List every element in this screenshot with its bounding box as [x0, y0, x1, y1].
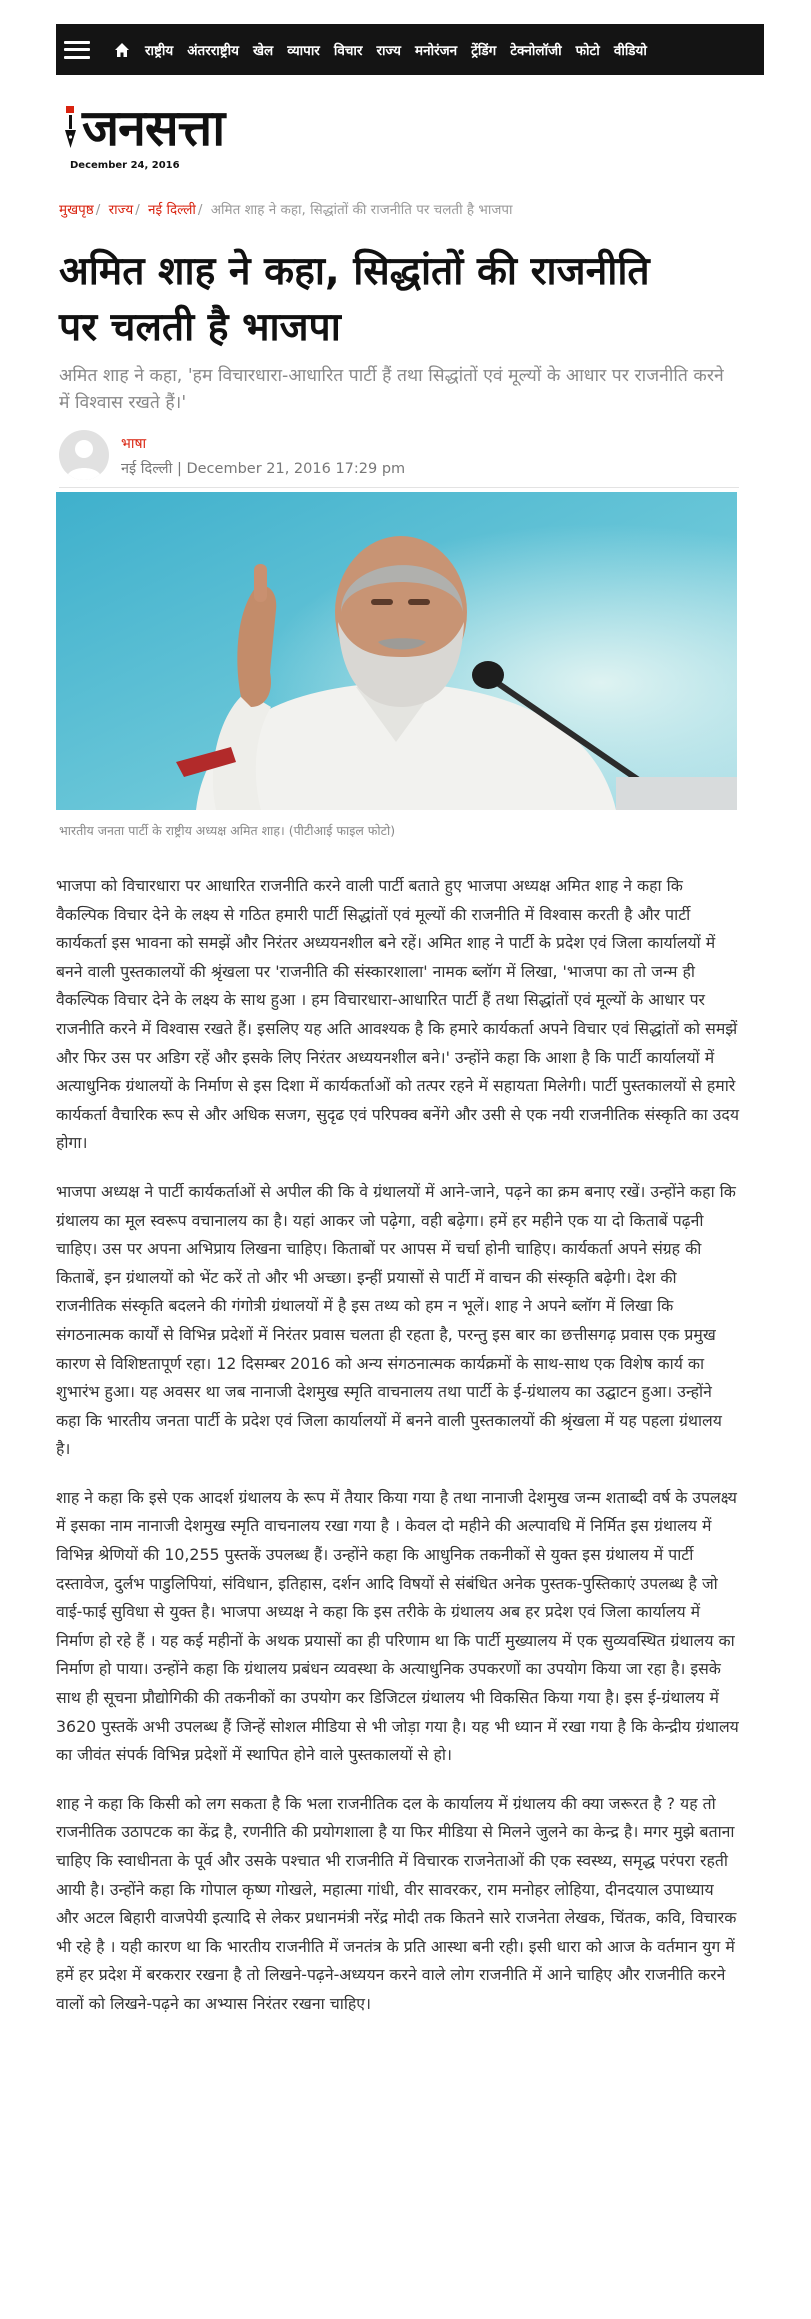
- pen-nib-icon: [62, 104, 82, 154]
- nav-menu: [138, 41, 654, 59]
- article-paragraph: भाजपा को विचारधारा पर आधारित राजनीति करने वाली पार्टी बताते हुए भाजपा अध्यक्ष अमित शाह ने कहा कि वैकल्पिक विचार देने के लक्ष्य से गठित हमारी पार्टी सिद्धांतों एवं मूल्यों की राजनीति में विश्वास करती है और पार्टी कार्यकर्ता इस भावना को समझें और निरंतर अध्ययनशील बने रहें। अमित शाह ने पार्टी के प्रदेश एवं जिला कार्यालयों में बनने वाली पुस्तकालयों की श्रृंखला पर 'राजनीति की संस्कारशाला' नामक ब्लॉग में लिखा, 'भाजपा का तो जन्म ही वैकल्पिक विचार देने के लक्ष्य के साथ हुआ । हम विचारधारा-आधारित पार्टी हैं तथा सिद्धांतों एवं मूल्यों के आधार पर राजनीति करने में विश्वास रखते हैं। इसलिए यह अति आवश्यक है कि हमारे कार्यकर्ता अपने विचार एवं सिद्धांतों को समझें और फिर उस पर अडिग रहें और इसके लिए निरंतर अध्ययनशील बने।' उन्होंने कहा कि आशा है कि पार्टी कार्यालयों में अत्याधुनिक ग्रंथालयों के निर्माण से इस दिशा में कार्यकर्ताओं को तत्पर रहने में सहायता मिलेगी। पार्टी पुस्तकालयों से हमारे कार्यकर्ता वैचारिक रूप से और अधिक सजग, सुदृढ एवं परिपक्व बनेंगे और उसी से एक नयी राजनीतिक संस्कृति का उदय होगा।: [56, 876, 739, 1153]
- breadcrumb-separator: /: [95, 202, 101, 218]
- breadcrumb-state[interactable]: राज्य: [108, 202, 134, 218]
- breadcrumb-current: अमित शाह ने कहा, सिद्धांतों की राजनीति पर चलती है भाजपा: [210, 202, 513, 218]
- nav-item-photo[interactable]: फोटो: [575, 42, 600, 59]
- article-paragraph: शाह ने कहा कि इसे एक आदर्श ग्रंथालय के रूप में तैयार किया गया है तथा नानाजी देशमुख जन्म शताब्दी वर्ष के उपलक्ष्य में इसका नाम नानाजी देशमुख स्मृति वाचनालय रखा गया है । केवल दो महीने की अल्पावधि में निर्मित इस ग्रंथालय में विभिन्न श्रेणियों की 10,255 पुस्तकें उपलब्ध हैं। उन्होंने कहा कि आधुनिक तकनीकों से युक्त इस ग्रंथालय में पार्टी दस्तावेज, दुर्लभ पाडुलिपियां, संविधान, इतिहास, दर्शन आदि विषयों से संबंधित अनेक पुस्तक-पुस्तिकाएं उपलब्ध है जो वाई-फाई सुविधा से युक्त है। भाजपा अध्यक्ष ने कहा कि इस तरीके के ग्रंथालय अब हर प्रदेश एवं जिला कार्यालय में निर्माण हो रहे हैं । यह कई महीनों के अथक प्रयासों का ही परिणाम था कि पार्टी मुख्यालय में एक सुव्यवस्थित ग्रंथालय का निर्माण हो पाया। उन्होंने कहा कि ग्रंथालय प्रबंधन व्यवस्था के अत्याधुनिक उपकरणों का उपयोग किया जा रहा है। इसके साथ ही सूचना प्रौद्योगिकी की तकनीकों का उपयोग कर डिजिटल ग्रंथालय भी विकसित किया गया है। इस ई-ग्रंथालय में 3620 पुस्तकें अभी उपलब्ध हैं जिन्हें सोशल मीडिया से भी जोड़ा गया है। यह भी ध्यान में रखा गया है कि केन्द्रीय ग्रंथालय का जीवंत संपर्क विभिन्न प्रदेशों में स्थापित होने वाले पुस्तकालयों से हो।: [56, 1487, 739, 1765]
- author-block: [59, 430, 739, 490]
- breadcrumb-separator: /: [135, 202, 140, 218]
- hamburger-line: [64, 41, 90, 44]
- divider: [59, 487, 739, 488]
- hero-image: [56, 492, 737, 810]
- nav-item-video[interactable]: वीडियो: [613, 42, 647, 59]
- article-paragraph: भाजपा अध्यक्ष ने पार्टी कार्यकर्ताओं से अपील की कि वे ग्रंथालयों में आने-जाने, पढ़ने का क्रम बनाए रखें। उन्होंने कहा कि ग्रंथालय का मूल स्वरूप वचानालय का है। यहां आकर जो पढ़ेगा, वही बढ़ेगा। हमें हर महीने एक या दो किताबें पढ़नी चाहिए। उस पर अपना अभिप्राय लिखना चाहिए। किताबों पर आपस में चर्चा होनी चाहिए। कार्यकर्ता अपने संग्रह की किताबें, इन ग्रंथालयों को भेंट करें तो और भी अच्छा। इन्हीं प्रयासों से पार्टी में वाचन की संस्कृति बढ़ेगी। देश की राजनीतिक संस्कृति बदलने की गंगोत्री ग्रंथालयों में है इस तथ्य को हम न भूलें। शाह ने अपने ब्लॉग में लिखा कि संगठनात्मक कार्यों से विभिन्न प्रदेशों में निरंतर प्रवास चलता ही रहता है, परन्तु इस बार का छत्तीसगढ़ प्रवास एक प्रमुख कारण से विशिष्टतापूर्ण रहा। 12 दिसम्बर 2016 को अन्य संगठनात्मक कार्यक्रमों के साथ-साथ एक विशेष कार्य का शुभारंभ हुआ। यह अवसर था जब नानाजी देशमुख स्मृति वाचनालय तथा पार्टी के ई-ग्रंथालय का उद्घाटन हुआ। उन्होंने कहा कि भारतीय जनता पार्टी के प्रदेश एवं जिला कार्यालयों में बनने वाली पुस्तकालयों की श्रृंखला में यह पहला ग्रंथालय है।: [56, 1181, 736, 1459]
- logo-text: जनसत्ता: [82, 98, 225, 157]
- breadcrumb-separator: /: [197, 202, 203, 218]
- nav-item-business[interactable]: व्यापार: [287, 42, 320, 59]
- nav-item-entertainment[interactable]: मनोरंजन: [415, 42, 458, 59]
- image-caption: भारतीय जनता पार्टी के राष्ट्रीय अध्यक्ष अमित शाह। (पीटीआई फाइल फोटो): [59, 823, 396, 838]
- nav-item-opinion[interactable]: विचार: [333, 42, 363, 59]
- top-navbar: [56, 24, 764, 75]
- article-subhead: अमित शाह ने कहा, 'हम विचारधारा-आधारित पार्टी हैं तथा सिद्धांतों एवं मूल्यों के आधार पर राजनीति करने में विश्वास रखते हैं।': [59, 366, 724, 413]
- user-avatar-icon: [59, 430, 109, 480]
- hamburger-line: [64, 56, 90, 59]
- nav-item-states[interactable]: राज्य: [376, 42, 402, 59]
- article-headline: अमित शाह ने कहा, सिद्धांतों की राजनीति पर चलती है भाजपा: [59, 249, 650, 350]
- hamburger-menu-icon[interactable]: [64, 41, 90, 59]
- edition-date: December 24, 2016: [70, 160, 180, 171]
- article-paragraph: शाह ने कहा कि किसी को लग सकता है कि भला राजनीतिक दल के कार्यालय में ग्रंथालय की क्या जरूरत है ? यह तो राजनीतिक उठापटक का केंद्र है, रणनीति की प्रयोगशाला है या फिर मीडिया से मिलने जुलने का केन्द्र है। मगर मुझे बताना चाहिए कि स्वाधीनता के पूर्व और उसके पश्चात भी राजनीति में विचारक राजनेताओं की एक स्वस्थ्य, समृद्ध परंपरा रहती आयी है। उन्होंने कहा कि गोपाल कृष्ण गोखले, महात्मा गांधी, वीर सावरकर, राम मनोहर लोहिया, दीनदयाल उपाध्याय और अटल बिहारी वाजपेयी इत्यादि से लेकर प्रधानमंत्री नरेंद्र मोदी तक कितने सारे राजनेता लेखक, चिंतक, कवि, विचारक भी रहे है । यही कारण था कि भारतीय राजनीति में जनतंत्र के प्रति आस्था बनी रही। इसी धारा को आज के वर्तमान युग में हमें हर प्रदेश में बरकरार रखना है तो लिखने-पढ़ने-अध्ययन करने वाले लोग राजनीति में आने चाहिए और राजनीति करने वालों को लिखने-पढ़ने का अभ्यास निरंतर रखना चाहिए।: [56, 1793, 737, 2013]
- nav-item-national[interactable]: राष्ट्रीय: [145, 42, 174, 59]
- author-name[interactable]: भाषा: [121, 436, 147, 452]
- nav-item-sports[interactable]: खेल: [253, 42, 274, 59]
- breadcrumb-home[interactable]: मुखपृष्ठ: [59, 202, 94, 218]
- article-dateline: नई दिल्ली | December 21, 2016 17:29 pm: [121, 461, 406, 477]
- hamburger-line: [64, 48, 90, 51]
- breadcrumb: [59, 200, 513, 218]
- home-icon[interactable]: [114, 42, 130, 58]
- nav-item-international[interactable]: अंतरराष्ट्रीय: [187, 42, 239, 59]
- breadcrumb-city[interactable]: नई दिल्ली: [148, 202, 196, 218]
- article-body: [56, 872, 739, 2039]
- nav-item-trending[interactable]: ट्रेंडिंग: [471, 42, 497, 59]
- site-logo[interactable]: [62, 100, 342, 156]
- nav-item-technology[interactable]: टेक्नोलॉजी: [510, 42, 562, 59]
